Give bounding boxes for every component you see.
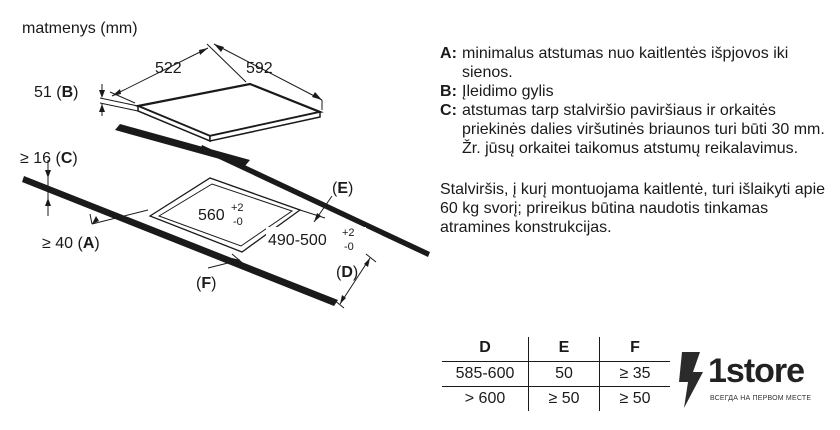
notes-section xyxy=(440,44,832,237)
height-dimension-b xyxy=(34,84,138,116)
lightning-bolt-icon xyxy=(676,350,706,410)
front-distance-label: ≥ 40 (A) xyxy=(42,235,100,252)
table-row xyxy=(442,387,670,412)
height-dim-label: 51 (B) xyxy=(34,84,79,101)
clearance-table xyxy=(442,337,670,411)
note-key: C: xyxy=(440,102,457,119)
note-a xyxy=(440,44,832,82)
note-key: B: xyxy=(440,83,457,100)
table-cell: ≥ 50 xyxy=(600,387,671,412)
store-logo xyxy=(676,348,826,412)
table-cell: 50 xyxy=(529,362,600,387)
note-text: Įleidimo gylis xyxy=(462,83,554,100)
cutout-depth-tol-minus: -0 xyxy=(344,241,354,253)
table-cell: > 600 xyxy=(442,387,529,412)
cutout-depth-label: 490-500 xyxy=(268,232,327,249)
logo-name: 1store xyxy=(708,352,805,390)
cutout-width-label: 560 xyxy=(198,207,225,224)
table-header-f: F xyxy=(600,337,671,362)
units-label: matmenys (mm) xyxy=(22,20,138,37)
gap-dim-label: ≥ 16 (C) xyxy=(20,150,78,167)
table-cell: ≥ 50 xyxy=(529,387,600,412)
table-cell: ≥ 35 xyxy=(600,362,671,387)
table-header-e: E xyxy=(529,337,600,362)
cutout-width-tol-minus: -0 xyxy=(233,216,243,228)
dimension-d xyxy=(334,254,376,308)
hob-top-view xyxy=(138,84,320,141)
depth-dim-label: 592 xyxy=(246,60,273,77)
table-cell: 585-600 xyxy=(442,362,529,387)
front-distance-a xyxy=(42,210,148,252)
cutout-width-tol-plus: +2 xyxy=(231,202,244,214)
countertop-load-note: Stalviršis, į kurį montuojama kaitlentė, turi išlaikyti apie 60 kg svorį; prireikus būtina naudotis tinkamas atramines konstrukcijas. xyxy=(440,181,826,236)
logo-slogan: ВСЕГДА НА ПЕРВОМ МЕСТЕ xyxy=(710,395,812,402)
table-row xyxy=(442,362,670,387)
table-header-d: D xyxy=(442,337,529,362)
label-e: (E) xyxy=(332,180,354,197)
cutout-depth-tol-plus: +2 xyxy=(342,227,355,239)
label-f: (F) xyxy=(196,275,217,292)
note-b xyxy=(440,82,832,101)
label-d: (D) xyxy=(336,264,359,281)
note-key: A: xyxy=(440,45,457,62)
width-dim-label: 522 xyxy=(155,60,182,77)
note-text: minimalus atstumas nuo kaitlentės išpjovos iki sienos. xyxy=(462,45,789,81)
note-c xyxy=(440,101,832,158)
note-text: atstumas tarp stalviršio paviršiaus ir orkaitės priekinės dalies viršutinės briaunos turi būti 30 mm. Žr. jūsų orkaitei taikomus atstumų reikalavimus. xyxy=(462,102,825,157)
